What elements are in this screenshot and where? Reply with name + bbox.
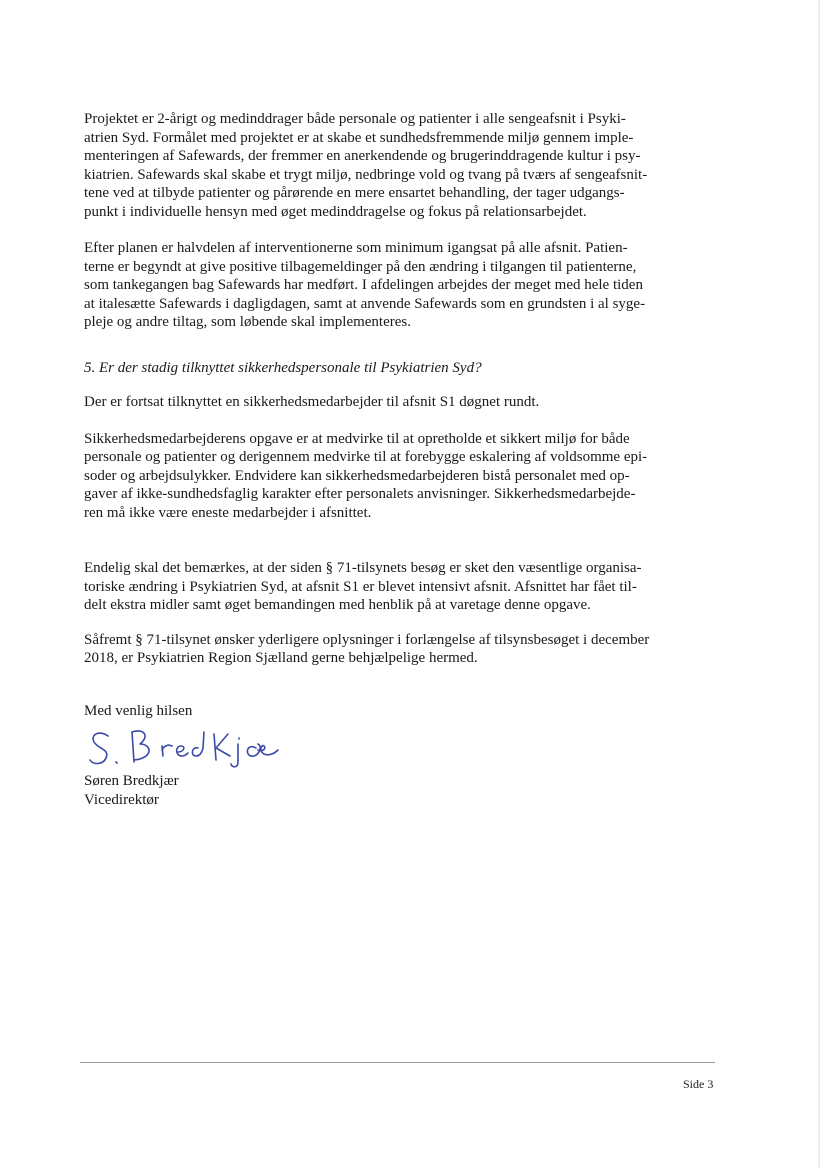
text-line: atrien Syd. Formålet med projektet er at skabe et sundhedsfremmende miljø gennem imple- — [84, 129, 634, 146]
paragraph-interventions — [84, 239, 724, 332]
page-edge — [818, 0, 820, 1168]
signatory-title: Vicedirektør — [84, 791, 159, 808]
footer-divider — [80, 1062, 715, 1063]
text-line: delt ekstra midler samt øget bemandingen med henblik på at varetage denne opgave. — [84, 597, 591, 613]
paragraph-organisational-change — [84, 559, 724, 615]
text-line: 2018, er Psykiatrien Region Sjælland gerne behjælpelige hermed. — [84, 650, 478, 666]
text-line: Såfremt § 71-tilsynet ønsker yderligere oplysninger i forlængelse af tilsynsbesøget i december — [84, 631, 650, 648]
text-line: menteringen af Safewards, der fremmer en anerkendende og brugerinddragende kultur i psy- — [84, 148, 641, 164]
text-line: som tankegangen bag Safewards har medført. I afdelingen arbejdes der meget med hele tiden — [84, 277, 643, 293]
section-heading: 5. Er der stadig tilknyttet sikkerhedspersonale til Psykiatrien Syd? — [84, 359, 482, 376]
text-line: Projektet er 2-årigt og medinddrager både personale og patienter i alle sengeafsnit i Psyki- — [84, 111, 626, 127]
page-number: Side 3 — [683, 1077, 714, 1091]
handwritten-signature — [86, 722, 316, 772]
text-line: gaver af ikke-sundhedsfaglig karakter efter personalets anvisninger. Sikkerhedsmedarbejde- — [84, 486, 636, 502]
letter-body — [84, 110, 724, 809]
text-line: Endelig skal det bemærkes, at der siden § 71-tilsynets besøg er sket den væsentlige organisa- — [84, 560, 642, 576]
text-line: at italesætte Safewards i dagligdagen, samt at anvende Safewards som en grundsten i al syge- — [84, 295, 646, 312]
text-line: kiatrien. Safewards skal skabe et trygt miljø, nedbringe vold og tvang på tværs af sengeafsnit- — [84, 166, 648, 183]
text-line: soder og arbejdsulykker. Endvidere kan sikkerhedsmedarbejderen bistå personalet med op- — [84, 467, 630, 484]
text-line: personale og patienter og derigennem medvirke til at forebygge eskalering af voldsomme epi- — [84, 449, 648, 465]
paragraph-security-staff — [84, 393, 724, 412]
text-line: tene ved at tilbyde patienter og pårørende en mere ensartet behandling, der tager udgangs- — [84, 185, 625, 201]
paragraph-security-role — [84, 430, 724, 523]
text-line: toriske ændring i Psykiatrien Syd, at afsnit S1 er blevet intensivt afsnit. Afsnittet har fået til- — [84, 578, 637, 595]
paragraph-safewards-project — [84, 110, 724, 221]
text-line: ren må ikke være eneste medarbejder i afsnittet. — [84, 504, 372, 521]
paragraph-further-info — [84, 631, 724, 668]
text-line: Sikkerhedsmedarbejderens opgave er at medvirke til at opretholde et sikkert miljø for både — [84, 430, 630, 447]
text-line: Efter planen er halvdelen af interventionerne som minimum igangsat på alle afsnit. Patien- — [84, 240, 628, 256]
text-line: Der er fortsat tilknyttet en sikkerhedsmedarbejder til afsnit S1 døgnet rundt. — [84, 394, 540, 410]
text-line: pleje og andre tiltag, som løbende skal implementeres. — [84, 314, 411, 330]
text-line: terne er begyndt at give positive tilbagemeldinger på den ændring i tilgangen til patienterne, — [84, 258, 637, 275]
text-line: punkt i individuelle hensyn med øget medinddragelse og fokus på relationsarbejdet. — [84, 203, 587, 220]
closing-salutation: Med venlig hilsen — [84, 702, 193, 719]
signatory-name: Søren Bredkjær — [84, 773, 179, 789]
